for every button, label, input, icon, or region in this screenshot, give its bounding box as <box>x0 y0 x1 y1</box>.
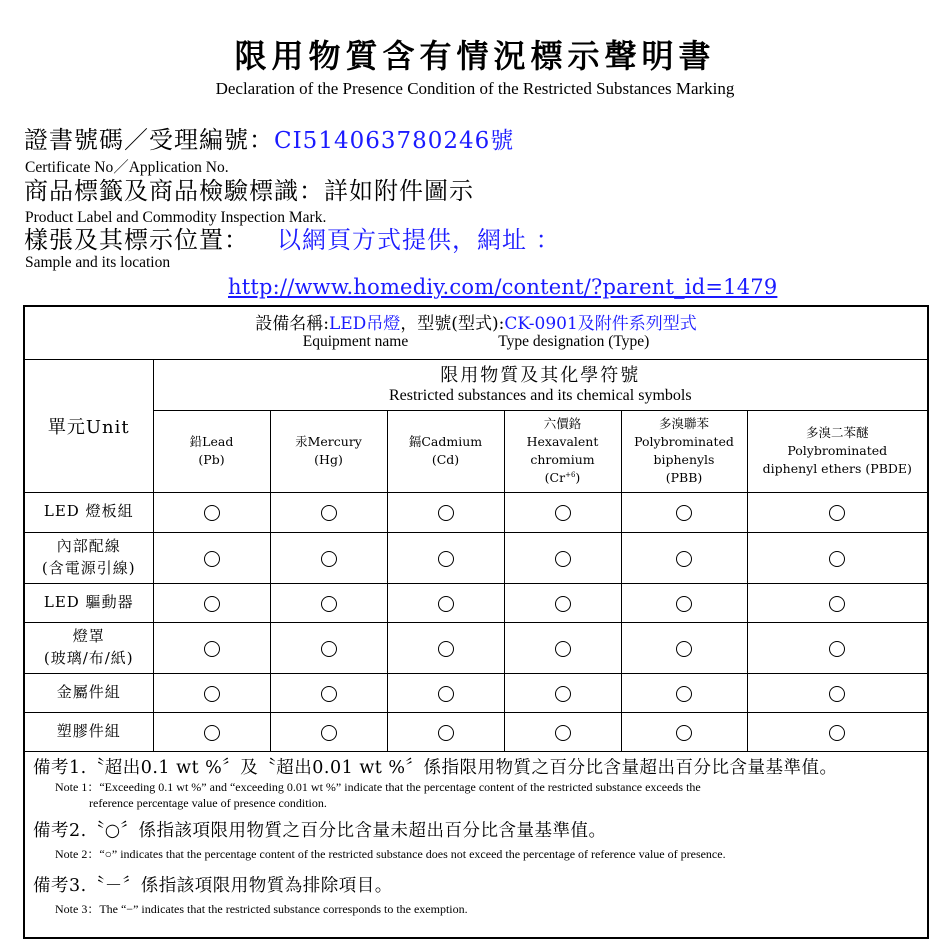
mark-cell <box>387 583 504 622</box>
sample-label-en: Sample and its location <box>25 254 171 271</box>
note-1-zh: 備考1.〝超出0.1 wt %〞及〝超出0.01 wt %〞係指限用物質之百分比含量超出百分比含量基準值。 <box>33 757 838 778</box>
note-2-en: Note 2：“○” indicates that the percentage content of the restricted substance does not exceed the percentage of reference value of presence. <box>55 846 726 861</box>
circle-mark-icon <box>438 686 454 702</box>
note-1-en: Note 1：“Exceeding 0.1 wt %” and “exceeding 0.01 wt %” indicate that the percentage content of the restricted substance exceeds the <box>55 779 701 794</box>
circle-mark-icon <box>321 686 337 702</box>
mark-cell <box>747 583 928 622</box>
mark-cell <box>747 492 928 532</box>
circle-mark-icon <box>829 641 845 657</box>
mark-cell <box>270 712 387 751</box>
circle-mark-icon <box>438 505 454 521</box>
circle-mark-icon <box>829 551 845 567</box>
note-3-zh: 備考3.〝－〞係指該項限用物質為排除項目。 <box>33 876 393 897</box>
mark-cell <box>621 622 747 673</box>
circle-mark-icon <box>204 551 220 567</box>
mark-cell <box>387 492 504 532</box>
mark-cell <box>504 492 621 532</box>
circle-mark-icon <box>676 505 692 521</box>
mark-cell <box>153 583 270 622</box>
mark-cell <box>504 673 621 712</box>
circle-mark-icon <box>204 596 220 612</box>
mark-cell <box>747 622 928 673</box>
equipment-type: CK-0901及附件系列型式 <box>504 314 697 335</box>
table-row <box>24 492 928 532</box>
mark-cell <box>621 583 747 622</box>
row-label: 塑膠件組 <box>24 712 153 751</box>
mark-cell <box>387 673 504 712</box>
mark-cell <box>387 712 504 751</box>
mark-cell <box>387 532 504 583</box>
substance-pbde: 多溴二苯醚 Polybrominated diphenyl ethers (PBDE) <box>747 410 928 492</box>
document-subtitle: Declaration of the Presence Condition of the Restricted Substances Marking <box>215 79 735 98</box>
restricted-substances-header: 限用物質及其化學符號 Restricted substances and its chemical symbols <box>153 359 928 410</box>
mark-cell <box>504 712 621 751</box>
circle-mark-icon <box>829 725 845 741</box>
note-1-en-cont: reference percentage value of presence condition. <box>89 795 327 810</box>
sample-value: 以網頁方式提供，網址 ： <box>277 226 561 254</box>
unit-header: 單元Unit <box>24 359 153 492</box>
equipment-line-zh: 設備名稱:LED吊燈，型號(型式):CK-0901及附件系列型式 <box>255 314 697 335</box>
equipment-name: LED吊燈 <box>328 314 401 335</box>
table-row <box>24 532 928 583</box>
circle-mark-icon <box>438 596 454 612</box>
circle-mark-icon <box>438 725 454 741</box>
mark-cell <box>747 532 928 583</box>
mark-cell <box>621 712 747 751</box>
certificate-line <box>24 128 514 153</box>
substance-mercury: 汞Mercury (Hg) <box>270 410 387 492</box>
row-label: 金屬件組 <box>24 673 153 712</box>
circle-mark-icon <box>321 596 337 612</box>
mark-cell <box>504 583 621 622</box>
mark-cell <box>621 492 747 532</box>
certificate-label: 證書號碼／受理編號： <box>24 126 274 154</box>
equipment-header <box>24 306 928 359</box>
circle-mark-icon <box>676 725 692 741</box>
product-label-line: 商品標籤及商品檢驗標識：詳如附件圖示 <box>24 177 474 205</box>
sample-line <box>24 228 561 252</box>
sample-label: 樣張及其標示位置： <box>24 226 249 254</box>
mark-cell <box>747 673 928 712</box>
restricted-substances-table <box>23 305 929 939</box>
circle-mark-icon <box>676 686 692 702</box>
notes-section <box>24 751 928 938</box>
mark-cell <box>621 673 747 712</box>
table-row <box>24 673 928 712</box>
circle-mark-icon <box>555 686 571 702</box>
circle-mark-icon <box>321 551 337 567</box>
mark-cell <box>504 532 621 583</box>
note-3-en: Note 3：The “−” indicates that the restricted substance corresponds to the exemption. <box>55 902 468 917</box>
circle-mark-icon <box>204 641 220 657</box>
circle-mark-icon <box>321 641 337 657</box>
circle-mark-icon <box>321 505 337 521</box>
mark-cell <box>621 532 747 583</box>
mark-cell <box>270 492 387 532</box>
circle-mark-icon <box>438 551 454 567</box>
circle-mark-icon <box>204 686 220 702</box>
mark-cell <box>153 622 270 673</box>
circle-mark-icon <box>555 505 571 521</box>
circle-mark-icon <box>676 551 692 567</box>
circle-mark-icon <box>555 596 571 612</box>
substance-pbb: 多溴聯苯 Polybrominated biphenyls (PBB) <box>621 410 747 492</box>
mark-cell <box>153 712 270 751</box>
circle-mark-icon <box>321 725 337 741</box>
mark-cell <box>387 622 504 673</box>
substance-lead: 鉛Lead (Pb) <box>153 410 270 492</box>
mark-cell <box>747 712 928 751</box>
row-label: 燈罩 (玻璃/布/紙) <box>24 622 153 673</box>
circle-mark-icon <box>829 686 845 702</box>
mark-cell <box>270 583 387 622</box>
certificate-label-en: Certificate No／Application No. <box>25 159 229 176</box>
circle-mark-icon <box>829 596 845 612</box>
row-label: LED 燈板組 <box>24 492 153 532</box>
circle-mark-icon <box>555 551 571 567</box>
circle-mark-icon <box>204 505 220 521</box>
sample-url-link[interactable]: http://www.homediy.com/content/?parent_id=1479 <box>228 275 778 299</box>
mark-cell <box>270 532 387 583</box>
table-row <box>24 622 928 673</box>
circle-mark-icon <box>676 596 692 612</box>
mark-cell <box>504 622 621 673</box>
mark-cell <box>153 532 270 583</box>
circle-mark-icon <box>829 505 845 521</box>
equipment-line-en: Equipment name Type designation (Type) <box>302 332 650 350</box>
product-label-en: Product Label and Commodity Inspection Mark. <box>25 209 327 226</box>
circle-mark-icon <box>438 641 454 657</box>
circle-mark-icon <box>555 641 571 657</box>
table-row <box>24 583 928 622</box>
mark-cell <box>270 622 387 673</box>
circle-mark-icon <box>555 725 571 741</box>
document-title: 限用物質含有情況標示聲明書 <box>234 37 716 75</box>
row-label: 內部配線 (含電源引線) <box>24 532 153 583</box>
circle-mark-icon <box>676 641 692 657</box>
substance-cadmium: 鎘Cadmium (Cd) <box>387 410 504 492</box>
note-2-zh: 備考2.〝○〞係指該項限用物質之百分比含量未超出百分比含量基準值。 <box>33 820 607 841</box>
row-label: LED 驅動器 <box>24 583 153 622</box>
table-row <box>24 712 928 751</box>
certificate-number: CI514063780246號 <box>274 128 515 154</box>
mark-cell <box>270 673 387 712</box>
mark-cell <box>153 492 270 532</box>
circle-mark-icon <box>204 725 220 741</box>
substance-hexavalent-chromium: 六價鉻 Hexavalent chromium $(Cr^{+6})$ <box>504 410 621 492</box>
mark-cell <box>153 673 270 712</box>
